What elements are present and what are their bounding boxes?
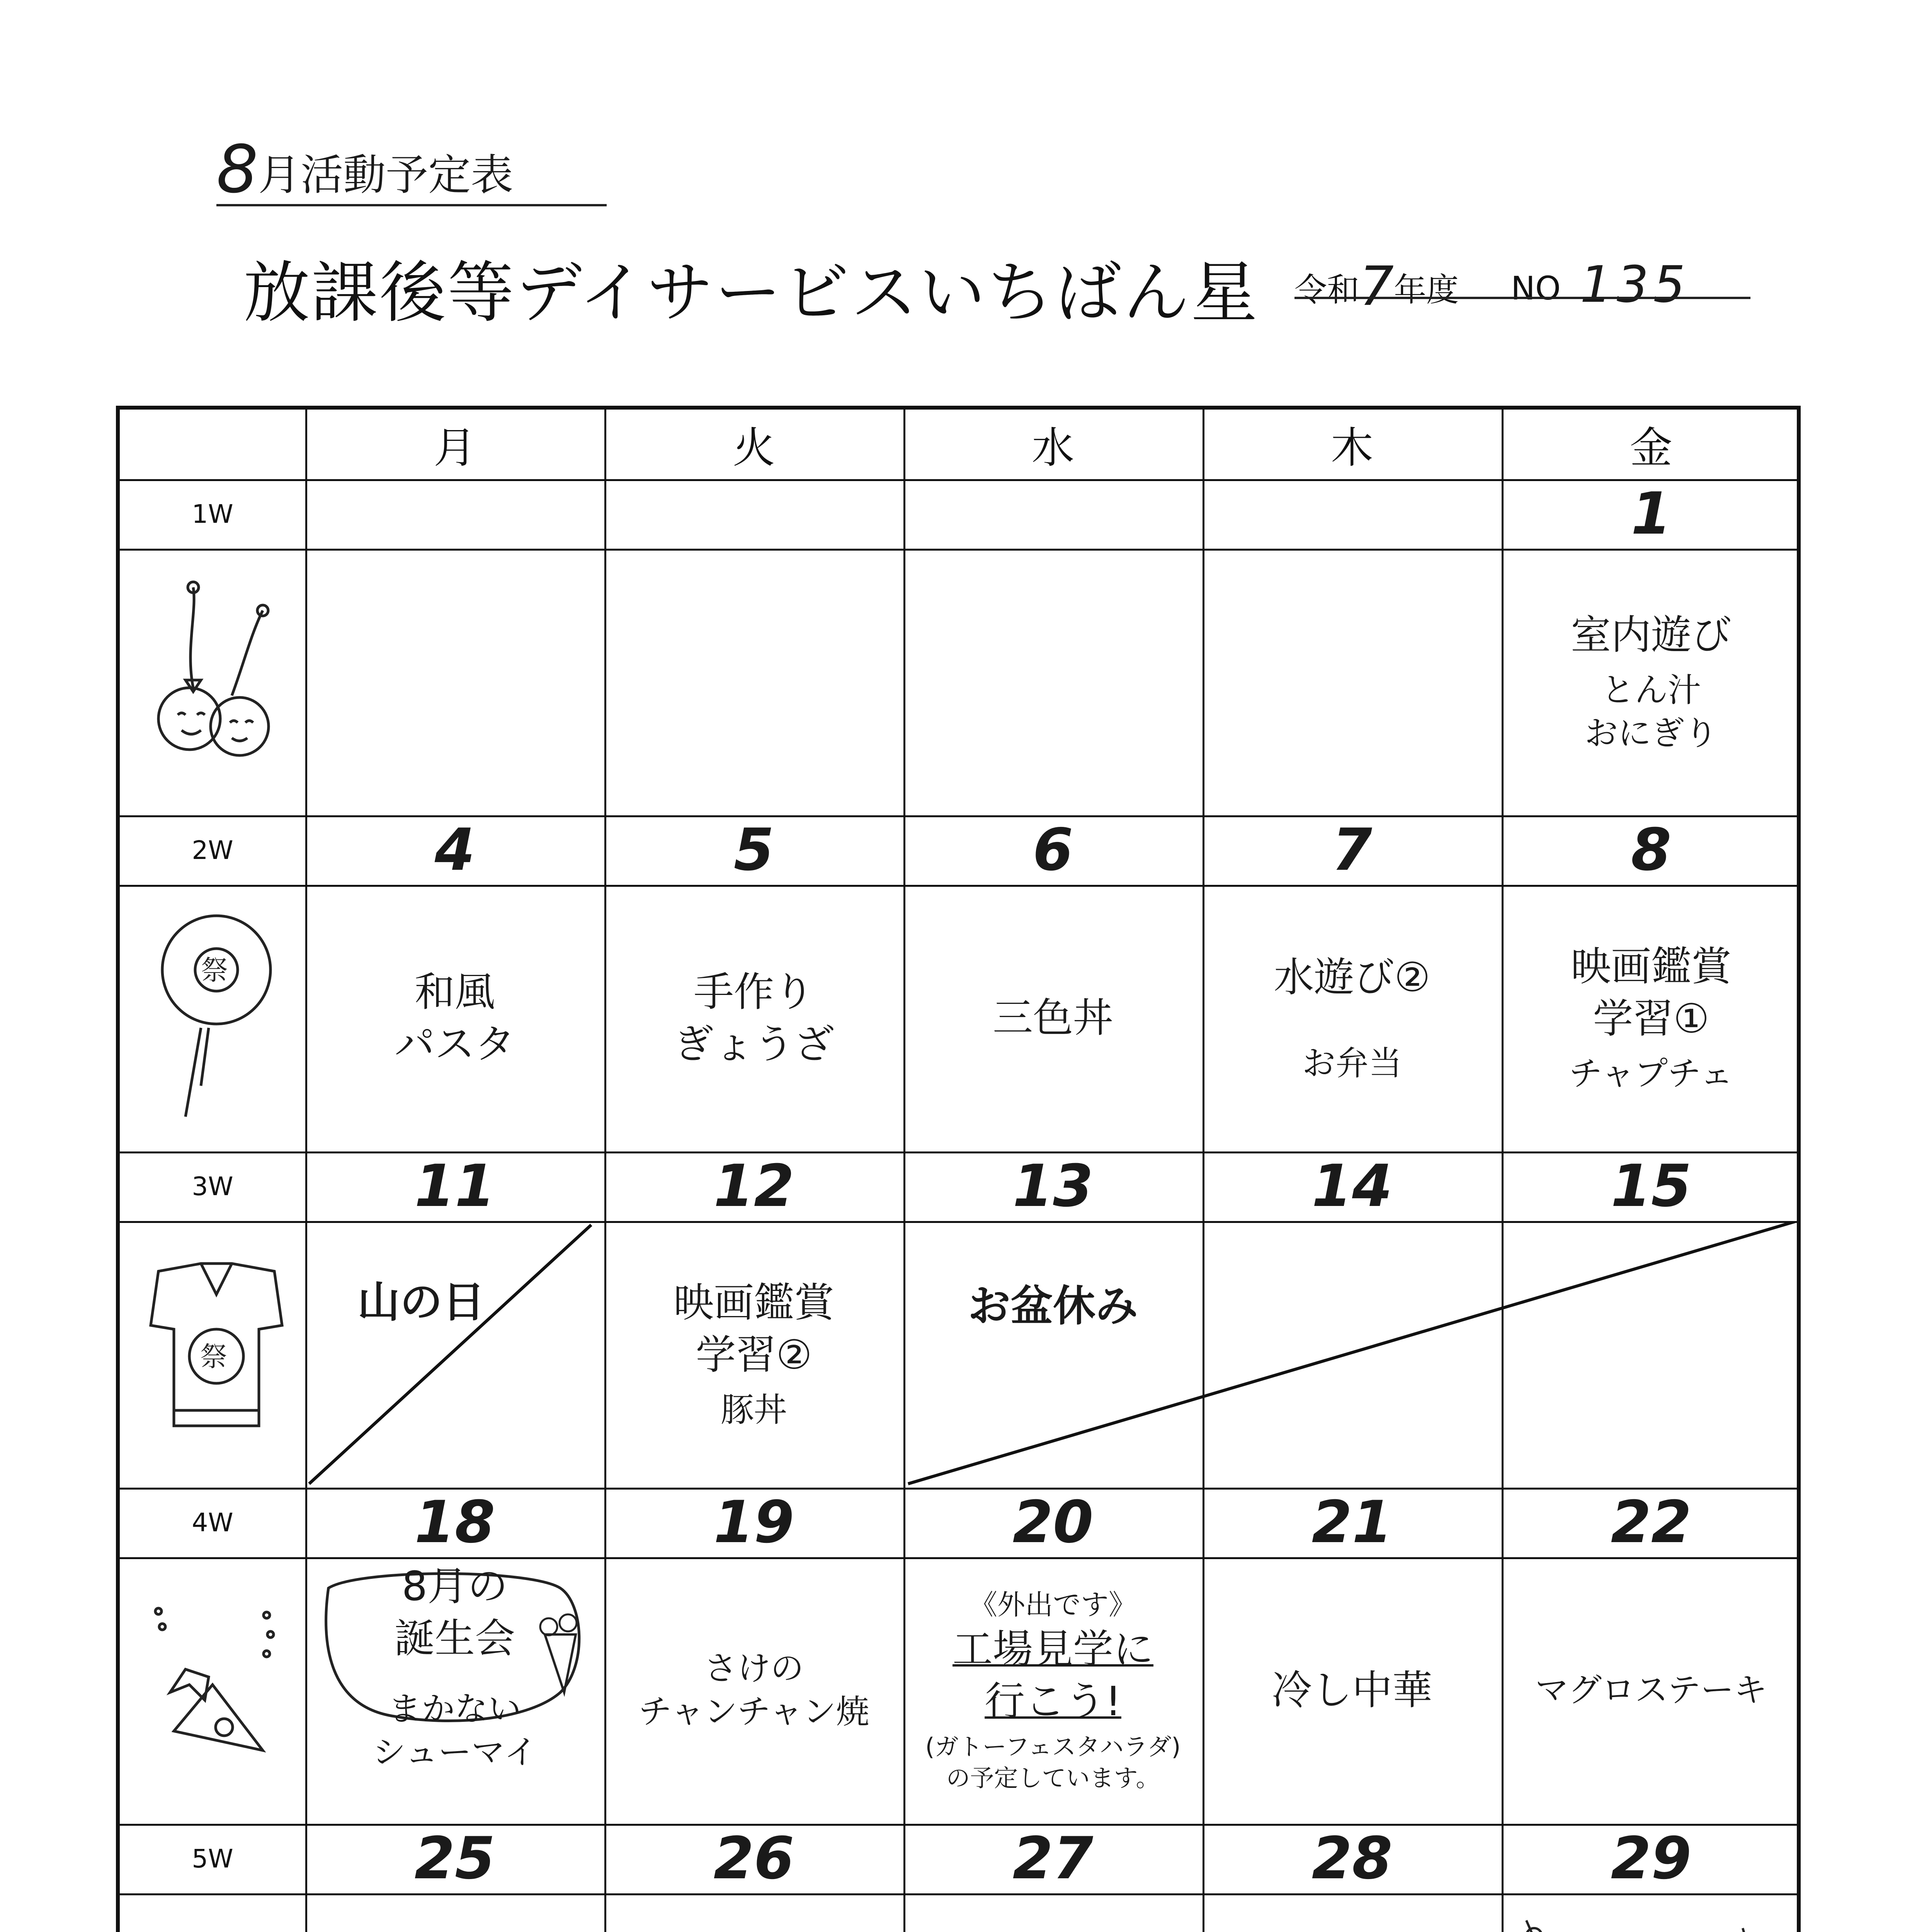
date-29: 29 xyxy=(1611,1825,1692,1892)
activity-cell-aug-13 xyxy=(903,1221,1203,1391)
facility-name: 放課後等デイサービスいちばん星 xyxy=(243,254,1259,332)
activity-aug-12-meal: 豚丼 xyxy=(721,1391,787,1430)
month-title xyxy=(216,131,513,208)
no-value: 135 xyxy=(1580,255,1690,314)
activity-aug-5: 手作り ぎょうざ xyxy=(673,968,834,1068)
activity-cell-aug-27 xyxy=(903,1893,1203,1932)
date-5: 5 xyxy=(733,816,774,884)
activity-cell-aug-11 xyxy=(305,1221,537,1383)
date-28: 28 xyxy=(1311,1825,1393,1892)
activity-cell-aug-22 xyxy=(1502,1557,1801,1824)
date-1: 1 xyxy=(1631,480,1672,548)
activity-aug-22: マグロステーキ xyxy=(1535,1671,1767,1710)
date-11: 11 xyxy=(414,1153,495,1220)
era-prefix: 令和 xyxy=(1294,271,1360,309)
activity-cell-aug-26 xyxy=(604,1893,903,1932)
ice-cream-icon xyxy=(128,1917,305,1932)
no-label: NO xyxy=(1511,269,1561,307)
activity-aug-7-main: 水遊び② xyxy=(1274,953,1431,1001)
day-header-mon: 月 xyxy=(434,423,476,473)
activity-calendar xyxy=(116,406,1801,1932)
activity-aug-1-main: 室内遊び xyxy=(1570,611,1732,658)
activity-cell-aug-12 xyxy=(604,1221,903,1488)
era-year: 7 xyxy=(1359,255,1394,318)
activity-aug-20-main: 工場見学に 行こう! xyxy=(952,1626,1153,1725)
date-18: 18 xyxy=(414,1489,495,1556)
date-21: 21 xyxy=(1311,1489,1393,1556)
date-6: 6 xyxy=(1032,816,1073,884)
month-title-underline xyxy=(216,204,607,206)
date-20: 20 xyxy=(1012,1489,1094,1556)
date-13: 13 xyxy=(1012,1153,1094,1220)
week-label-3: 3W xyxy=(192,1171,233,1201)
date-8: 8 xyxy=(1631,816,1672,884)
activity-cell-aug-19 xyxy=(604,1557,903,1824)
activity-aug-18-main: 8月の 誕生会 xyxy=(394,1563,515,1662)
svg-text:祭: 祭 xyxy=(201,954,228,986)
svg-text:祭: 祭 xyxy=(200,1341,227,1372)
era-suffix: 年度 xyxy=(1394,271,1459,309)
balloon-pair-icon xyxy=(135,564,290,796)
date-26: 26 xyxy=(713,1825,794,1892)
festival-fan-icon xyxy=(143,900,290,1140)
activity-cell-aug-18 xyxy=(305,1557,604,1824)
month-title-suffix: 月活動予定表 xyxy=(258,150,514,200)
activity-cell-aug-1 xyxy=(1502,549,1801,815)
activity-aug-20-note: (ガトーフェスタハラダ) の予定しています。 xyxy=(925,1733,1181,1792)
activity-obon-holiday: お盆休み xyxy=(968,1281,1138,1331)
day-header-wed: 水 xyxy=(1032,423,1074,473)
date-27: 27 xyxy=(1012,1825,1094,1892)
date-14: 14 xyxy=(1311,1153,1393,1220)
day-header-thu: 木 xyxy=(1331,423,1373,473)
week-label-5: 5W xyxy=(192,1844,233,1874)
activity-aug-6: 三色丼 xyxy=(992,994,1113,1042)
month-number: 8 xyxy=(216,131,259,208)
activity-cell-aug-6 xyxy=(903,885,1203,1151)
activity-aug-1-meal: とん汁 おにぎり xyxy=(1585,670,1718,753)
day-header-tue: 火 xyxy=(733,423,775,473)
candy-bag-icon xyxy=(135,1569,298,1808)
activity-aug-19: さけの チャンチャン焼 xyxy=(638,1649,869,1731)
date-22: 22 xyxy=(1611,1489,1692,1556)
activity-cell-aug-5 xyxy=(604,885,903,1151)
activity-cell-aug-7 xyxy=(1203,885,1502,1151)
activity-cell-aug-8 xyxy=(1502,885,1801,1151)
activity-aug-8-main: 映画鑑賞 学習① xyxy=(1570,942,1732,1043)
week-label-4: 4W xyxy=(192,1507,233,1537)
activity-aug-4: 和風 パスタ xyxy=(394,968,515,1068)
activity-aug-12-main: 映画鑑賞 学習② xyxy=(673,1279,834,1379)
activity-cell-aug-4 xyxy=(305,885,604,1151)
fiscal-year xyxy=(1294,255,1459,318)
activity-cell-aug-25 xyxy=(305,1893,604,1932)
document-number xyxy=(1511,255,1690,314)
activity-cell-aug-28 xyxy=(1203,1893,1502,1932)
activity-aug-7-meal: お弁当 xyxy=(1302,1044,1402,1083)
activity-aug-18-meal: まかない シューマイ xyxy=(372,1690,538,1772)
activity-cell-aug-20 xyxy=(903,1557,1203,1824)
activity-aug-21: 冷し中華 xyxy=(1271,1667,1432,1714)
activity-cell-aug-21 xyxy=(1203,1557,1502,1824)
date-15: 15 xyxy=(1611,1153,1692,1220)
activity-aug-8-meal: チャプチェ xyxy=(1569,1054,1733,1094)
week-label-1: 1W xyxy=(192,499,233,529)
happi-coat-icon xyxy=(135,1240,298,1480)
week-label-2: 2W xyxy=(192,835,233,865)
header-underline xyxy=(1294,297,1750,299)
date-4: 4 xyxy=(434,816,475,884)
date-19: 19 xyxy=(713,1489,794,1556)
activity-cell-aug-29 xyxy=(1502,1893,1801,1932)
activity-aug-20-tag: 《外出です》 xyxy=(969,1588,1136,1621)
date-12: 12 xyxy=(713,1153,794,1220)
activity-aug-11: 山の日 xyxy=(357,1277,485,1327)
date-7: 7 xyxy=(1332,816,1373,884)
date-25: 25 xyxy=(414,1825,495,1892)
day-header-fri: 金 xyxy=(1630,423,1672,473)
